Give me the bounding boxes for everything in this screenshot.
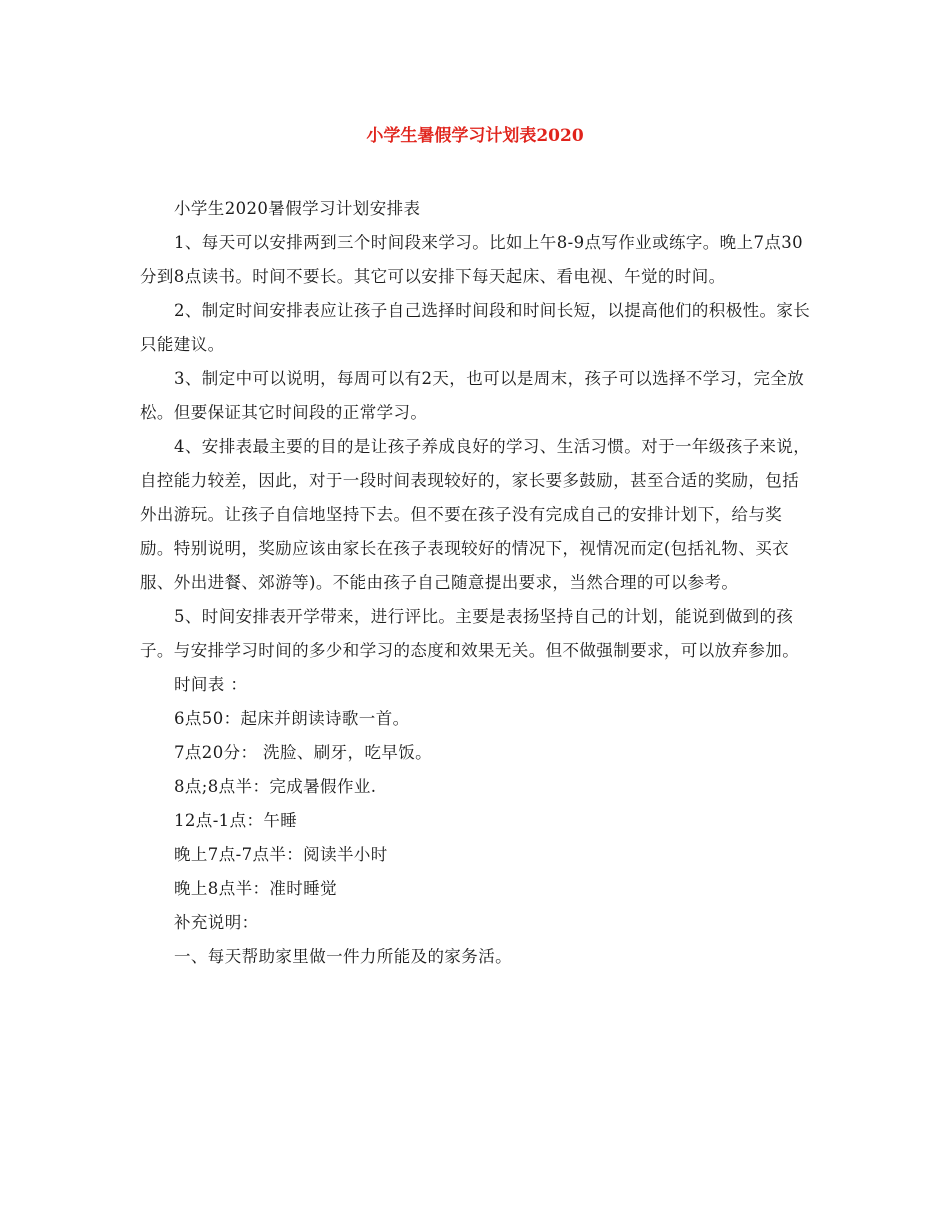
schedule-line: 晚上7点-7点半：阅读半小时 xyxy=(174,845,388,864)
document-title: 小学生暑假学习计划表2020 xyxy=(366,126,584,146)
paragraph-item-1: 1、每天可以安排两到三个时间段来学习。比如上午8-9点写作业或练字。晚上7点30分到8点读书。时间不要长。其它可以安排下每天起床、看电视、午觉的时间。 xyxy=(140,233,804,286)
supplement-item: 一、每天帮助家里做一件力所能及的家务活。 xyxy=(174,947,512,966)
paragraph-item-3: 3、制定中可以说明，每周可以有2天，也可以是周末，孩子可以选择不学习，完全放松。但要保证其它时间段的正常学习。 xyxy=(140,369,805,422)
schedule-line: 12点-1点：午睡 xyxy=(174,811,298,830)
paragraph-item-4: 4、安排表最主要的目的是让孩子养成良好的学习、生活习惯。对于一年级孩子来说，自控能力较差，因此，对于一段时间表现较好的，家长要多鼓励，甚至合适的奖励，包括外出游玩。让孩子自信地坚持下去。但不要在孩子没有完成自己的安排计划下，给与奖励。特别说明，奖励应该由家长在孩子表现较好的情况下，视情况而定(包括礼物、买衣服、外出进餐、郊游等)。不能由孩子自己随意提出要求，当然合理的可以参考。 xyxy=(140,437,811,592)
schedule-line: 7点20分： 洗脸、刷牙，吃早饭。 xyxy=(174,743,433,762)
paragraph-item-2: 2、制定时间安排表应让孩子自己选择时间段和时间长短，以提高他们的积极性。家长只能建议。 xyxy=(140,301,811,354)
paragraph-item-5: 5、时间安排表开学带来，进行评比。主要是表扬坚持自己的计划，能说到做到的孩子。与安排学习时间的多少和学习的态度和效果无关。但不做强制要求，可以放弃参加。 xyxy=(140,607,800,660)
document-body xyxy=(140,192,812,974)
schedule-heading: 时间表 ： xyxy=(174,675,248,694)
supplement-heading: 补充说明： xyxy=(174,913,259,932)
schedule-line: 晚上8点半：准时睡觉 xyxy=(174,879,337,898)
schedule-line: 8点;8点半：完成暑假作业. xyxy=(174,777,377,796)
subtitle-paragraph: 小学生2020暑假学习计划安排表 xyxy=(174,199,421,218)
schedule-line: 6点50：起床并朗读诗歌一首。 xyxy=(174,709,410,728)
